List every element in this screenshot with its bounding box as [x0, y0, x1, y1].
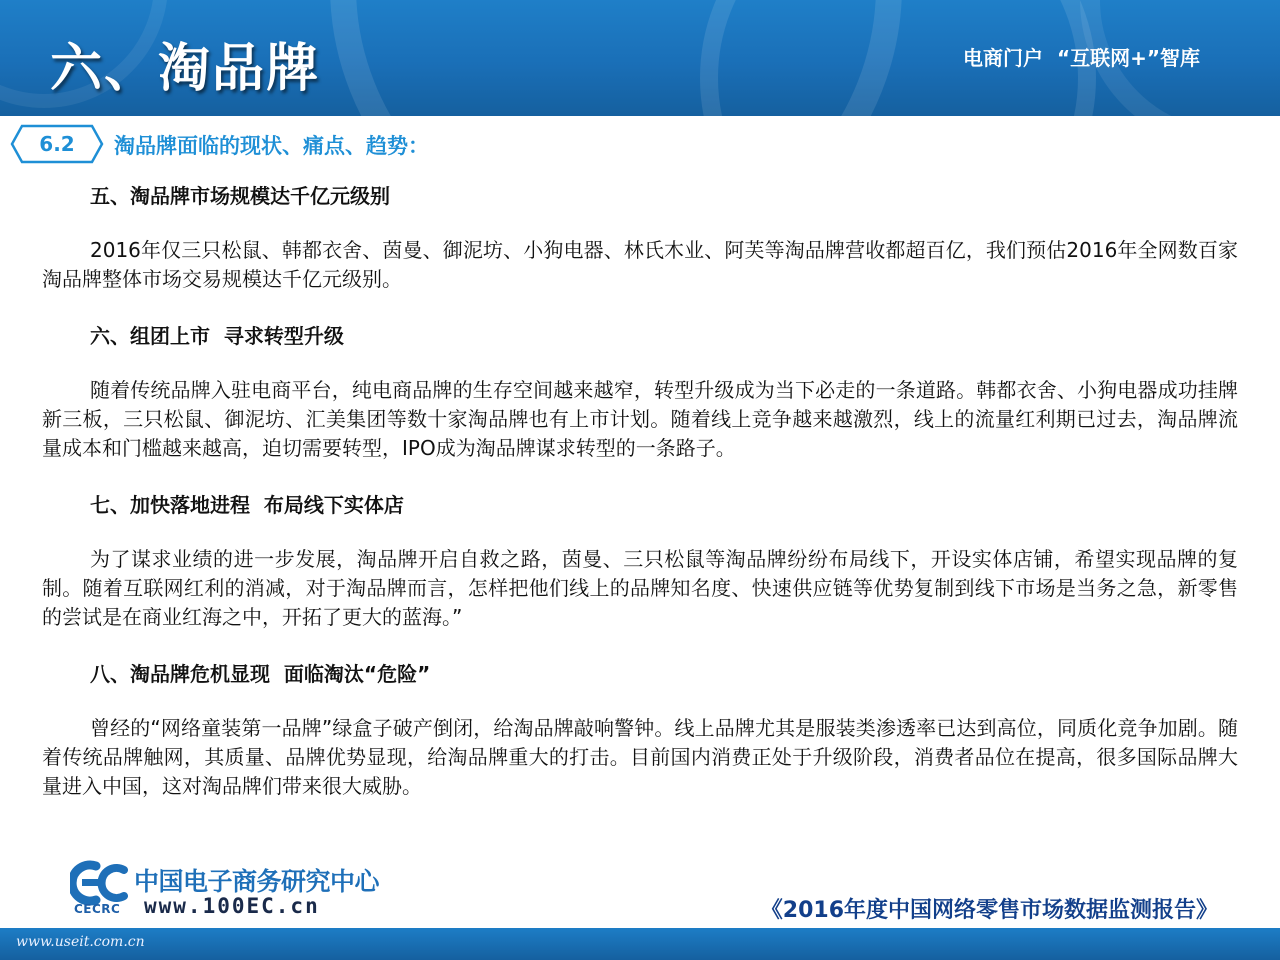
header-tagline: 电商门户 “互联网+”智库: [963, 46, 1200, 70]
section-block: [42, 656, 1238, 801]
section-heading: 五、淘品牌市场规模达千亿元级别: [90, 184, 390, 208]
logo-abbreviation: CECRC: [74, 902, 121, 916]
section-block: [42, 487, 1238, 656]
page-title: 六、淘品牌: [50, 39, 321, 99]
section-block: [42, 318, 1238, 487]
logo-url: www.100EC.cn: [144, 894, 320, 918]
ec-logo-icon: [70, 860, 132, 906]
section-paragraph: 2016年仅三只松鼠、韩都衣舍、茵曼、御泥坊、小狗电器、林氏木业、阿芙等淘品牌营收都超百亿，我们预估2016年全网数百家淘品牌整体市场交易规模达千亿元级别。: [42, 238, 1238, 291]
content-body: [42, 178, 1238, 801]
section-label: [10, 124, 910, 164]
section-heading: 八、淘品牌危机显现 面临淘汰“危险”: [90, 662, 431, 686]
section-paragraph: 曾经的“网络童装第一品牌”绿盒子破产倒闭，给淘品牌敲响警钟。线上品牌尤其是服装类渗透率已达到高位，同质化竞争加剧。随着传统品牌触网，其质量、品牌优势显现，给淘品牌重大的打击。目前国内消费正处于升级阶段，消费者品位在提高，很多国际品牌大量进入中国，这对淘品牌们带来很大威胁。: [42, 716, 1238, 798]
section-heading: 七、加快落地进程 布局线下实体店: [90, 493, 404, 517]
header-banner: [0, 0, 1280, 116]
cecrc-logo: [70, 860, 390, 920]
section-title: 淘品牌面临的现状、痛点、趋势：: [114, 134, 429, 158]
section-block: [42, 178, 1238, 318]
report-title: 《2016年度中国网络零售市场数据监测报告》: [760, 898, 1218, 923]
section-number: 6.2: [39, 132, 75, 156]
logo-name: 中国电子商务研究中心: [134, 867, 380, 896]
section-heading: 六、组团上市 寻求转型升级: [90, 324, 344, 348]
footer-bar: [0, 928, 1280, 960]
section-paragraph: 为了谋求业绩的进一步发展，淘品牌开启自救之路，茵曼、三只松鼠等淘品牌纷纷布局线下，开设实体店铺，希望实现品牌的复制。随着互联网红利的消减，对于淘品牌而言，怎样把他们线上的品牌知名度、快速供应链等优势复制到线下市场是当务之急，新零售的尝试是在商业红海之中，开拓了更大的蓝海。”: [42, 547, 1238, 629]
watermark: www.useit.com.cn: [16, 934, 145, 950]
section-paragraph: 随着传统品牌入驻电商平台，纯电商品牌的生存空间越来越窄，转型升级成为当下必走的一条道路。韩都衣舍、小狗电器成功挂牌新三板，三只松鼠、御泥坊、汇美集团等数十家淘品牌也有上市计划。随着线上竞争越来越激烈，线上的流量红利期已过去，淘品牌流量成本和门槛越来越高，迫切需要转型，IPO成为淘品牌谋求转型的一条路子。: [42, 378, 1238, 460]
section-number-badge: [10, 124, 104, 164]
